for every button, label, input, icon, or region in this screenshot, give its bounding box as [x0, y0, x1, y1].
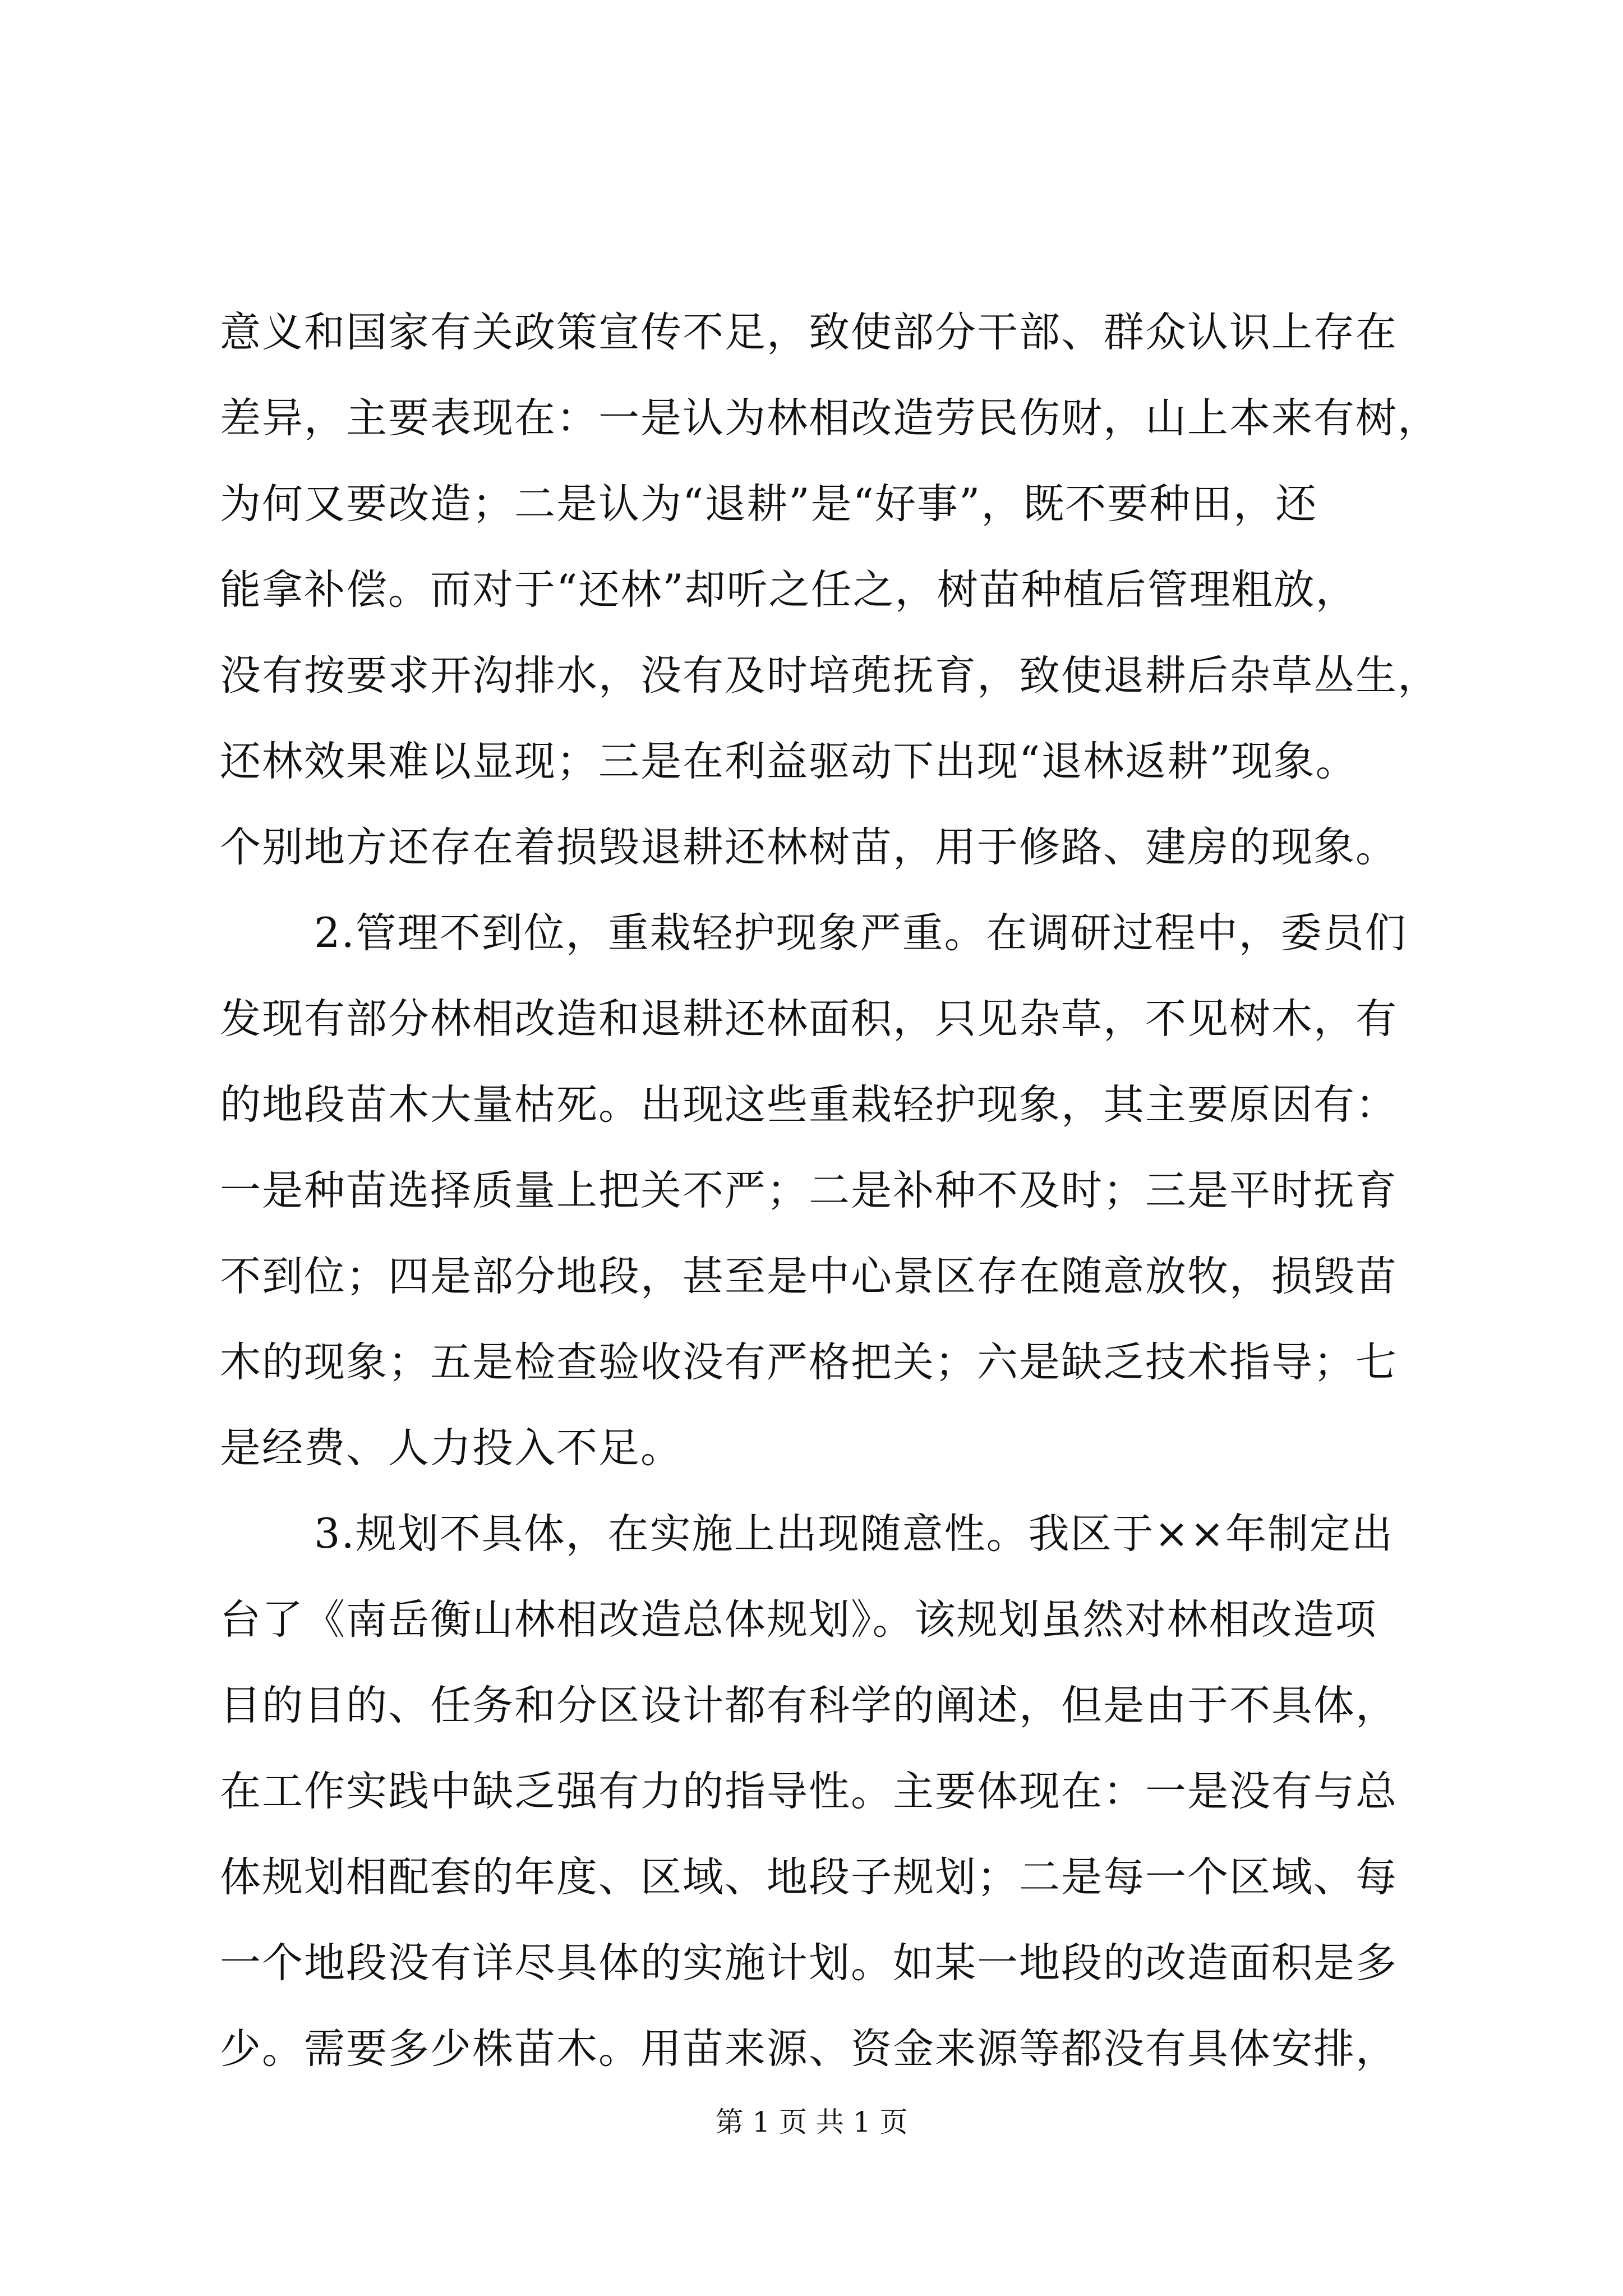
text-line: 一个地段没有详尽具体的实施计划。如某一地段的改造面积是多: [220, 1939, 1398, 1987]
text-line: 木的现象；五是检查验收没有严格把关；六是缺乏技术指导；七: [220, 1338, 1398, 1386]
text-line: 没有按要求开沟排水，没有及时培蔸抚育，致使退耕后杂草丛生，: [220, 652, 1440, 700]
text-line: 不到位；四是部分地段，甚至是中心景区存在随意放牧，损毁苗: [220, 1253, 1398, 1300]
paragraph-start-line: 2.管理不到位，重栽轻护现象严重。在调研过程中，委员们: [314, 909, 1407, 957]
text-line: 体规划相配套的年度、区域、地段子规划；二是每一个区域、每: [220, 1853, 1398, 1901]
text-line: 差异，主要表现在：一是认为林相改造劳民伤财，山上本来有树，: [220, 394, 1440, 442]
text-line: 目的目的、任务和分区设计都有科学的阐述，但是由于不具体，: [220, 1682, 1398, 1729]
text-line: 还林效果难以显现；三是在利益驱动下出现“退林返耕”现象。: [220, 738, 1358, 785]
text-line: 个别地方还存在着损毁退耕还林树苗，用于修路、建房的现象。: [220, 823, 1398, 871]
text-line: 为何又要改造；二是认为“退耕”是“好事”，既不要种田，还: [220, 480, 1318, 528]
text-line: 的地段苗木大量枯死。出现这些重栽轻护现象，其主要原因有：: [220, 1081, 1398, 1129]
text-line: 少。需要多少株苗木。用苗来源、资金来源等都没有具体安排，: [220, 2025, 1398, 2073]
paragraph-start-line: 3.规划不具体，在实施上出现随意性。我区于××年制定出: [314, 1510, 1394, 1558]
page-footer: 第 1 页 共 1 页: [715, 2106, 908, 2138]
text-line: 是经费、人力投入不足。: [220, 1424, 683, 1472]
text-line: 意义和国家有关政策宣传不足，致使部分干部、群众认识上存在: [220, 309, 1398, 356]
text-line: 一是种苗选择质量上把关不严；二是补种不及时；三是平时抚育: [220, 1167, 1398, 1214]
text-line: 台了《南岳衡山林相改造总体规划》。该规划虽然对林相改造项: [220, 1596, 1377, 1644]
text-line: 能拿补偿。而对于“还林”却听之任之，树苗种植后管理粗放，: [220, 566, 1358, 614]
text-line: 发现有部分林相改造和退耕还林面积，只见杂草，不见树木，有: [220, 995, 1398, 1043]
text-line: 在工作实践中缺乏强有力的指导性。主要体现在：一是没有与总: [220, 1768, 1398, 1815]
